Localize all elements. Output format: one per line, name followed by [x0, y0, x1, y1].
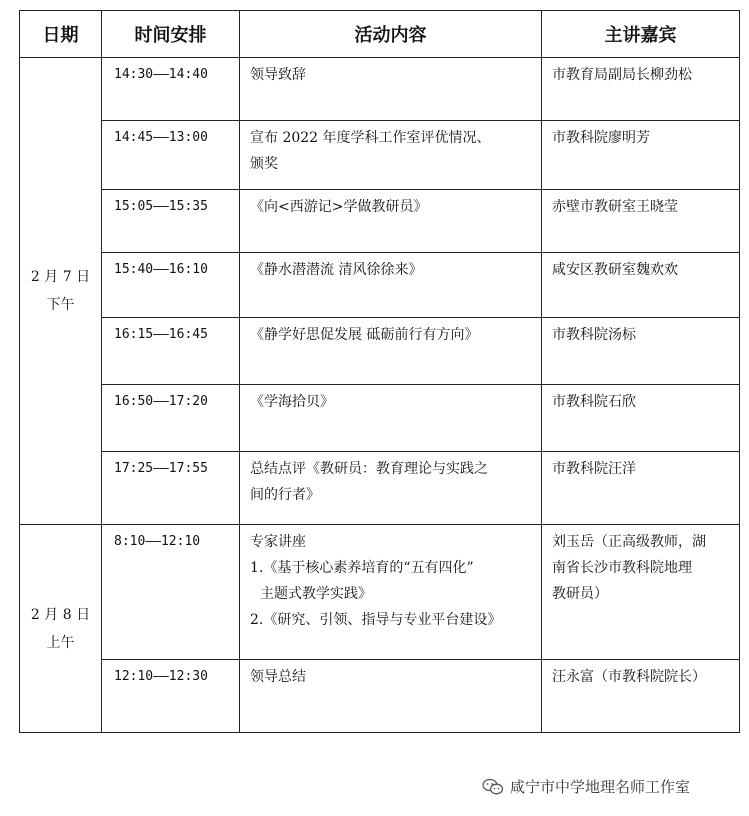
period-day2: 上午	[46, 634, 75, 651]
content-cell: 领导总结	[240, 660, 542, 733]
date-cell-day1	[20, 58, 102, 525]
time-cell: 15:05——15:35	[102, 190, 240, 253]
time-cell: 12:10——12:30	[102, 660, 240, 733]
header-content: 活动内容	[240, 11, 542, 58]
speaker-line: 刘玉岳（正高级教师，湖	[552, 534, 706, 550]
time-cell: 17:25——17:55	[102, 452, 240, 525]
time-cell: 14:45——13:00	[102, 121, 240, 190]
speaker-cell: 市教科院廖明芳	[542, 121, 740, 190]
speaker-cell: 汪永富（市教科院院长）	[542, 660, 740, 733]
header-speaker: 主讲嘉宾	[542, 11, 740, 58]
time-cell: 14:30——14:40	[102, 58, 240, 121]
content-cell: 《静水潜潜流 清风徐徐来》	[240, 253, 542, 318]
table-row	[20, 660, 740, 733]
table-row	[20, 190, 740, 253]
content-cell: 《向<西游记>学做教研员》	[240, 190, 542, 253]
time-cell: 8:10——12:10	[102, 525, 240, 660]
speaker-line: 教研员）	[552, 586, 608, 602]
content-line: 专家讲座	[250, 534, 306, 550]
content-cell: 《学海拾贝》	[240, 385, 542, 452]
time-cell: 16:50——17:20	[102, 385, 240, 452]
date-day1: 2 月 7 日	[30, 269, 91, 285]
content-cell	[240, 121, 542, 190]
header-date: 日期	[20, 11, 102, 58]
time-cell: 16:15——16:45	[102, 318, 240, 385]
table-row	[20, 253, 740, 318]
table-row	[20, 121, 740, 190]
period-day1: 下午	[46, 297, 75, 313]
watermark	[482, 776, 690, 797]
table-row	[20, 452, 740, 525]
content-cell	[240, 452, 542, 525]
content-line: 总结点评《教研员：教育理论与实践之	[250, 461, 488, 477]
content-cell: 《静学好思促发展 砥砺前行有方向》	[240, 318, 542, 385]
speaker-cell: 赤壁市教研室王晓莹	[542, 190, 740, 253]
table-row	[20, 385, 740, 452]
table-row	[20, 58, 740, 121]
content-line: 主题式教学实践》	[260, 586, 372, 602]
content-cell: 领导致辞	[240, 58, 542, 121]
speaker-cell: 市教科院汤标	[542, 318, 740, 385]
table-row	[20, 318, 740, 385]
content-line: 间的行者》	[250, 487, 320, 503]
time-cell: 15:40——16:10	[102, 253, 240, 318]
content-cell	[240, 525, 542, 660]
speaker-cell: 市教科院石欣	[542, 385, 740, 452]
content-line: 宣布 2022 年度学科工作室评优情况、	[250, 130, 491, 146]
watermark-text: 咸宁市中学地理名师工作室	[510, 778, 691, 796]
header-time: 时间安排	[102, 11, 240, 58]
speaker-cell: 市教育局副局长柳劲松	[542, 58, 740, 121]
date-day2: 2 月 8 日	[30, 606, 91, 623]
speaker-cell	[542, 525, 740, 660]
header-row	[20, 11, 740, 58]
content-line: 1.《基于核心素养培育的“五有四化”	[250, 560, 474, 576]
wechat-icon	[482, 778, 504, 796]
content-line: 颁奖	[250, 156, 278, 172]
date-cell-day2	[20, 525, 102, 733]
table-row	[20, 525, 740, 660]
speaker-cell: 市教科院汪洋	[542, 452, 740, 525]
schedule-table	[19, 10, 740, 733]
speaker-line: 南省长沙市教科院地理	[552, 560, 692, 576]
content-line: 2.《研究、引领、指导与专业平台建设》	[250, 612, 502, 628]
speaker-cell: 咸安区教研室魏欢欢	[542, 253, 740, 318]
